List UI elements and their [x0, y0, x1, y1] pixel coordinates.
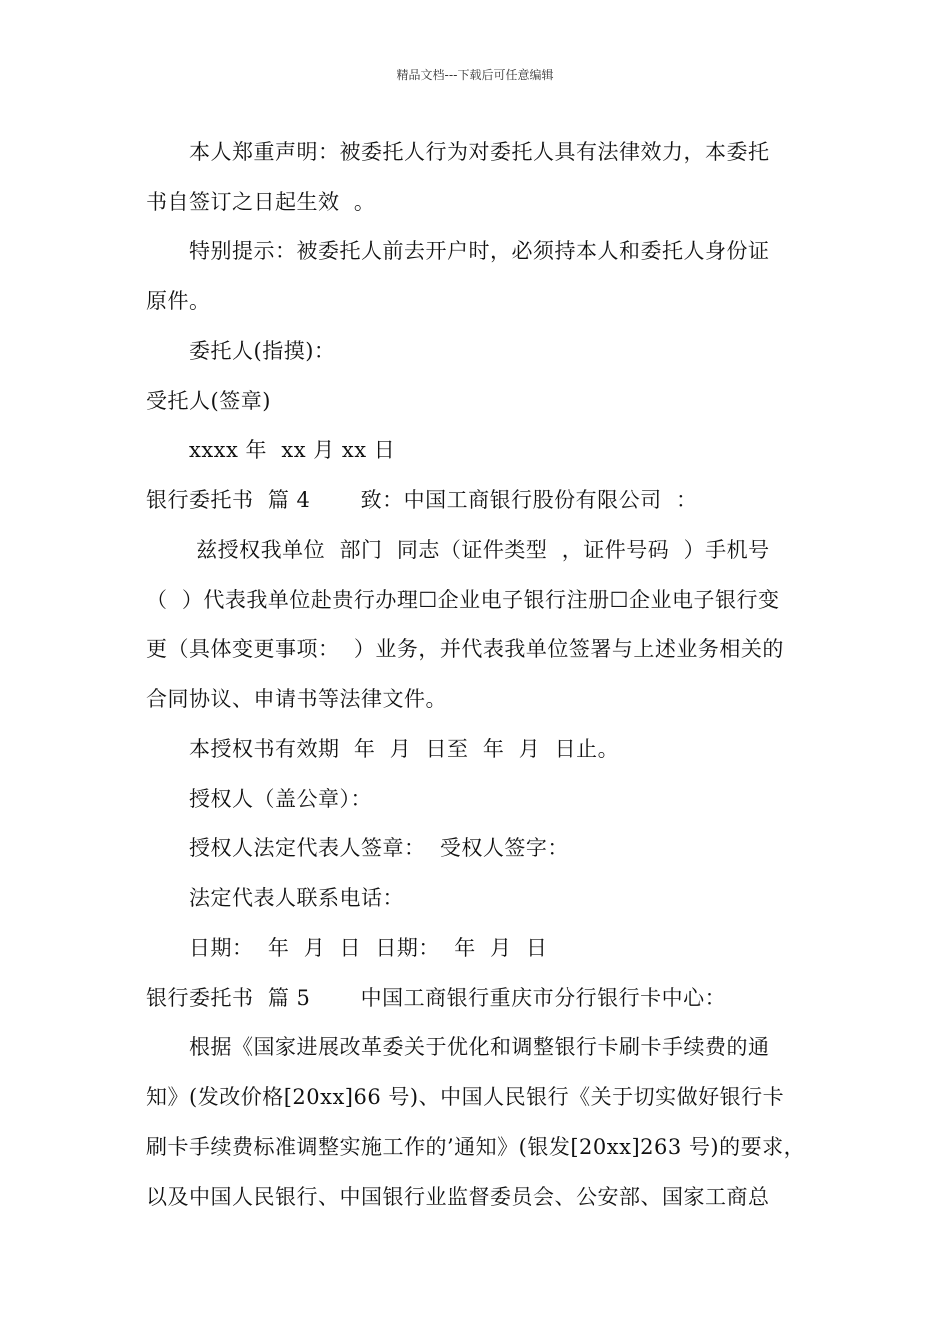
- text-line: 以及中国人民银行、中国银行业监督委员会、公安部、国家工商总: [146, 1185, 770, 1209]
- text-line: 更（具体变更事项： ）业务，并代表我单位签署与上述业务相关的: [146, 637, 784, 661]
- text-line: 特别提示：被委托人前去开户时，必须持本人和委托人身份证: [189, 239, 770, 263]
- text-line: （ ）代表我单位赴贵行办理☐企业电子银行注册☐企业电子银行变: [146, 588, 780, 612]
- text-line: 本授权书有效期 年 月 日至 年 月 日止。: [189, 737, 620, 761]
- text-line: xxxx 年 xx 月 xx 日: [189, 438, 396, 462]
- text-line: 根据《国家进展改革委关于优化和调整银行卡刷卡手续费的通: [189, 1035, 770, 1059]
- text-line: 兹授权我单位 部门 同志（证件类型 ，证件号码 ）手机号: [189, 538, 770, 562]
- text-line: 受托人(签章): [146, 389, 271, 413]
- text-line: 刷卡手续费标准调整实施工作的’通知》(银发[20xx]263 号)的要求，: [146, 1135, 806, 1159]
- text-line: 合同协议、申请书等法律文件。: [146, 687, 447, 711]
- section-heading: 银行委托书 篇 5 中国工商银行重庆市分行银行卡中心：: [146, 986, 727, 1010]
- text-line: 书自签订之日起生效 。: [146, 190, 376, 214]
- page-header: 精品文档---下载后可任意编辑: [396, 68, 554, 82]
- text-line: 本人郑重声明：被委托人行为对委托人具有法律效力，本委托: [189, 140, 770, 164]
- text-line: 法定代表人联系电话：: [189, 886, 404, 910]
- text-line: 授权人（盖公章）：: [189, 787, 372, 811]
- text-line: 日期： 年 月 日 日期： 年 月 日: [189, 936, 548, 960]
- text-line: 授权人法定代表人签章： 受权人签字：: [189, 836, 569, 860]
- text-line: 委托人(指摸)：: [189, 339, 336, 363]
- section-heading: 银行委托书 篇 4 致：中国工商银行股份有限公司 ：: [146, 488, 698, 512]
- text-line: 原件。: [146, 289, 211, 313]
- text-line: 知》(发改价格[20xx]66 号)、中国人民银行《关于切实做好银行卡: [146, 1085, 785, 1109]
